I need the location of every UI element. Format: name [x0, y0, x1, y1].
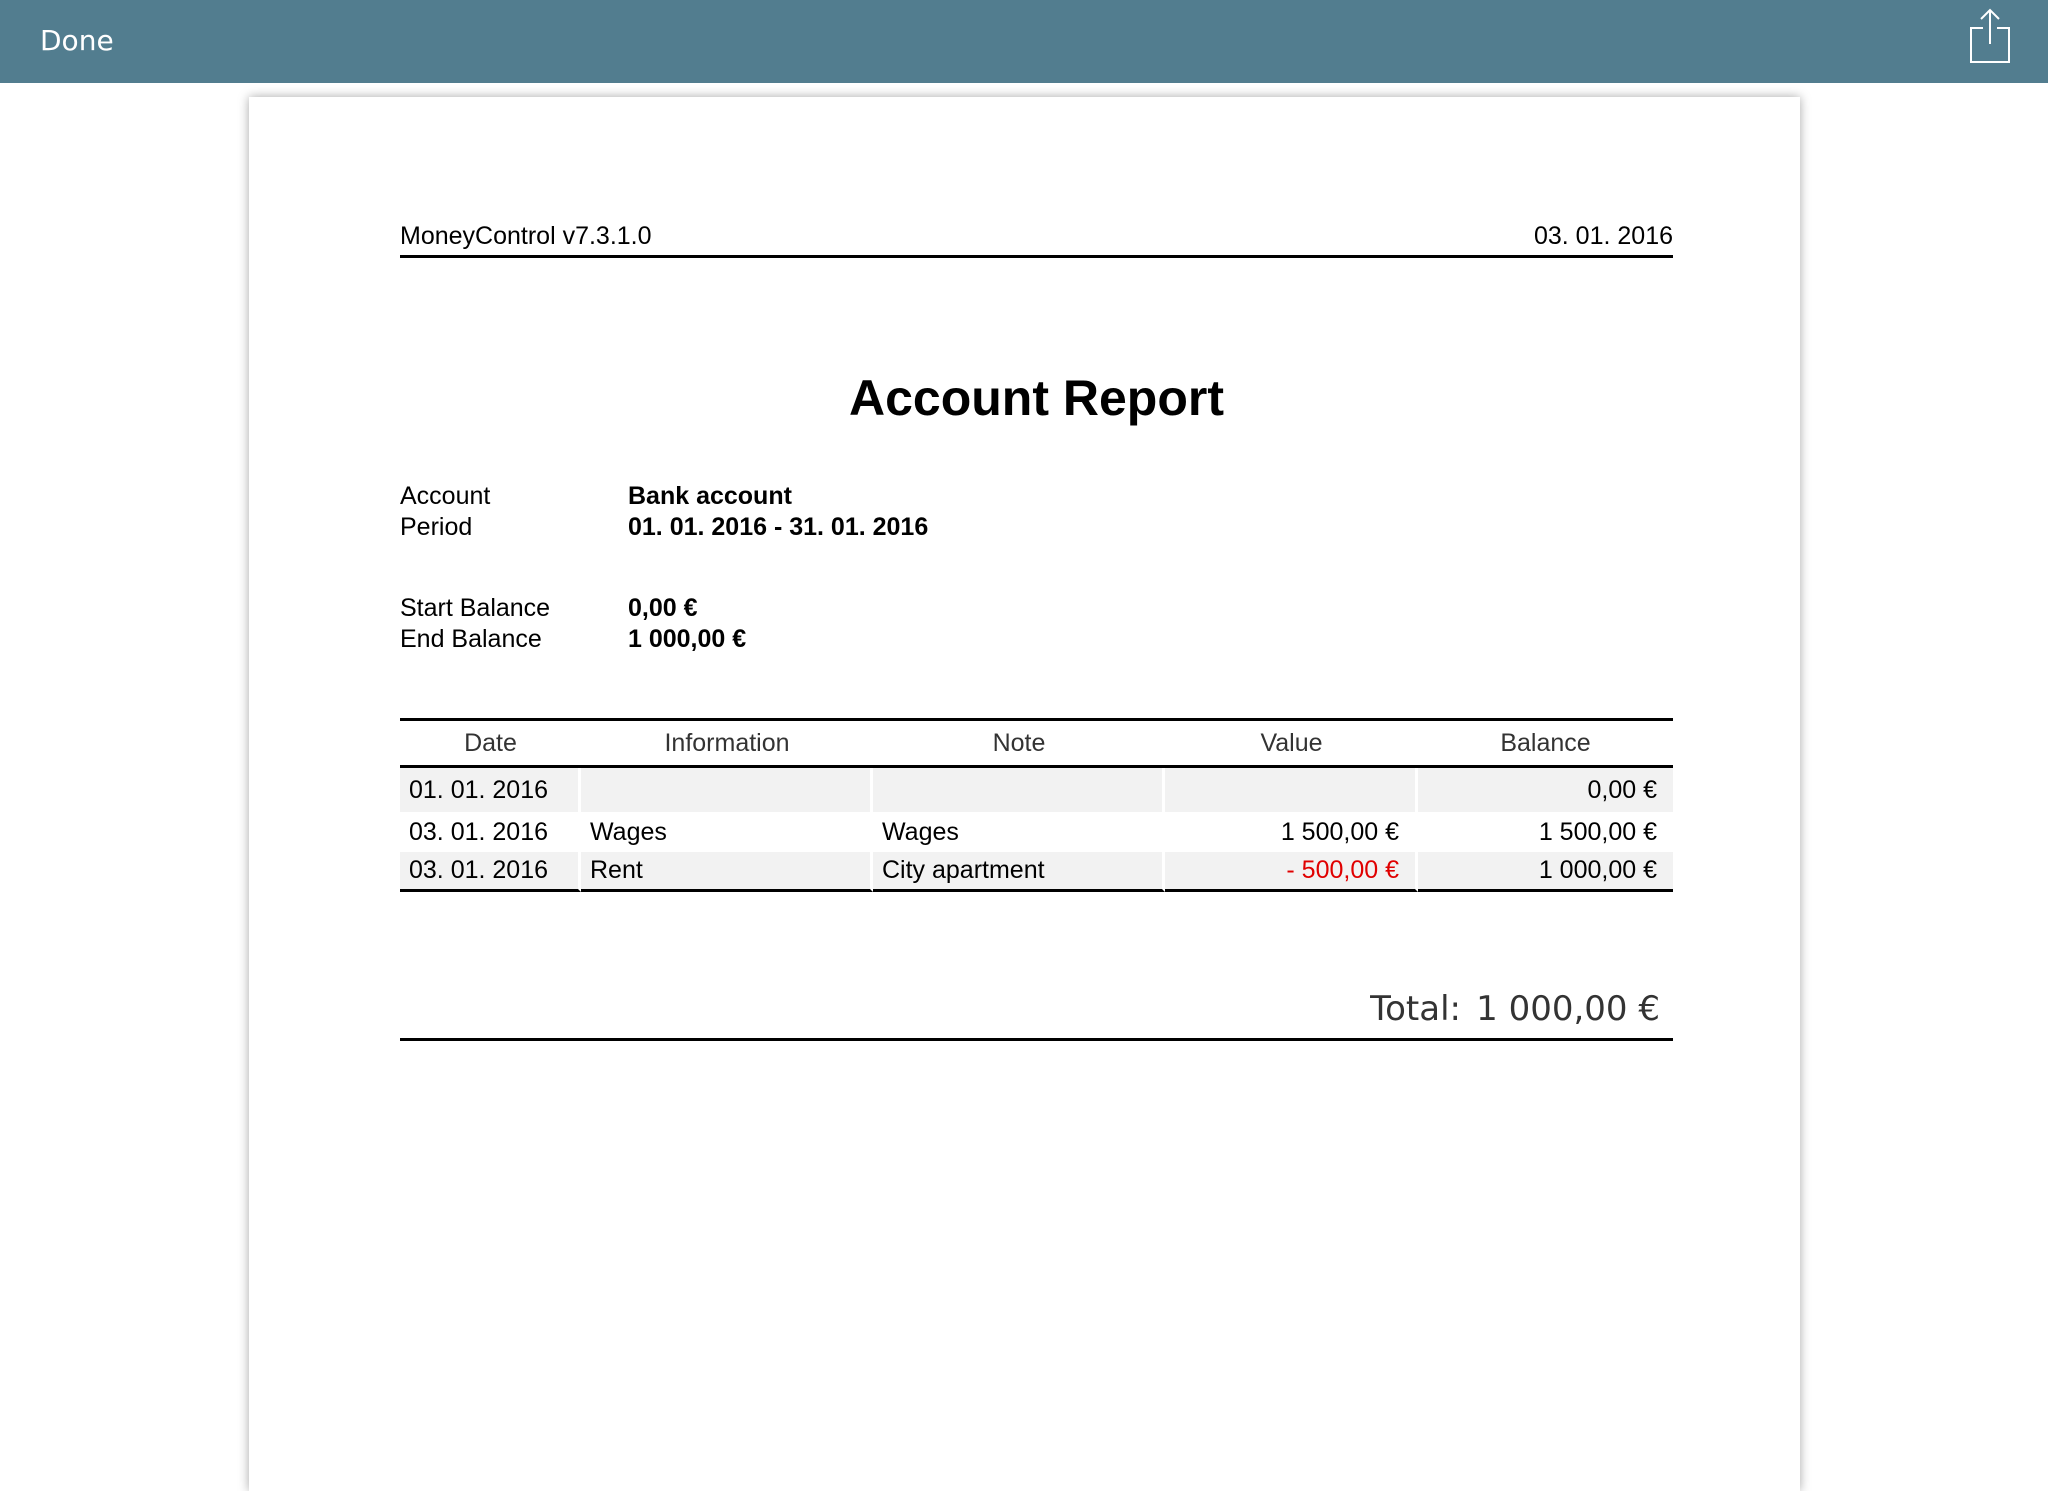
cell-note: City apartment: [873, 852, 1165, 892]
end-balance-label: End Balance: [400, 625, 542, 653]
period-label: Period: [400, 513, 473, 541]
total-value: 1 000,00 €: [1476, 989, 1660, 1029]
cell-information: Rent: [581, 852, 873, 892]
cell-balance: 1 000,00 €: [1418, 852, 1673, 892]
column-header-date: Date: [400, 718, 581, 768]
column-header-value: Value: [1165, 718, 1418, 768]
total-row: [400, 985, 1673, 1041]
total-label: Total:: [1370, 989, 1461, 1029]
cell-information: Wages: [581, 812, 873, 852]
account-value: Bank account: [628, 482, 792, 510]
start-balance-label: Start Balance: [400, 594, 551, 622]
top-toolbar: [0, 0, 2048, 83]
cell-date: 03. 01. 2016: [400, 852, 581, 892]
period-value: 01. 01. 2016 - 31. 01. 2016: [628, 513, 929, 541]
table-row: [400, 852, 1673, 892]
cell-value: 1 500,00 €: [1165, 812, 1418, 852]
cell-date: 03. 01. 2016: [400, 812, 581, 852]
column-header-information: Information: [581, 718, 873, 768]
end-balance-value: 1 000,00 €: [628, 625, 747, 653]
table-row: [400, 812, 1673, 852]
done-button[interactable]: Done: [40, 24, 114, 57]
print-date: 03. 01. 2016: [1533, 222, 1673, 250]
cell-note: [873, 768, 1165, 812]
cell-date: 01. 01. 2016: [400, 768, 581, 812]
cell-value: [1165, 768, 1418, 812]
column-header-note: Note: [873, 718, 1165, 768]
report-page: [249, 97, 1800, 1491]
app-version: MoneyControl v7.3.1.0: [400, 222, 652, 250]
report-title: Account Report: [849, 370, 1224, 426]
column-header-balance: Balance: [1418, 718, 1673, 768]
cell-balance: 1 500,00 €: [1538, 817, 1657, 846]
cell-note: Wages: [873, 812, 1165, 852]
start-balance-value: 0,00 €: [628, 594, 698, 622]
account-label: Account: [400, 482, 491, 510]
cell-value-negative: - 500,00 €: [1165, 852, 1418, 892]
table-row: [400, 768, 1673, 812]
report-header: [400, 222, 1673, 258]
transactions-table: [400, 718, 1673, 892]
cell-balance: 0,00 €: [1418, 768, 1673, 812]
share-icon[interactable]: [1966, 8, 2014, 68]
cell-information: [581, 768, 873, 812]
table-header-row: [400, 718, 1673, 768]
